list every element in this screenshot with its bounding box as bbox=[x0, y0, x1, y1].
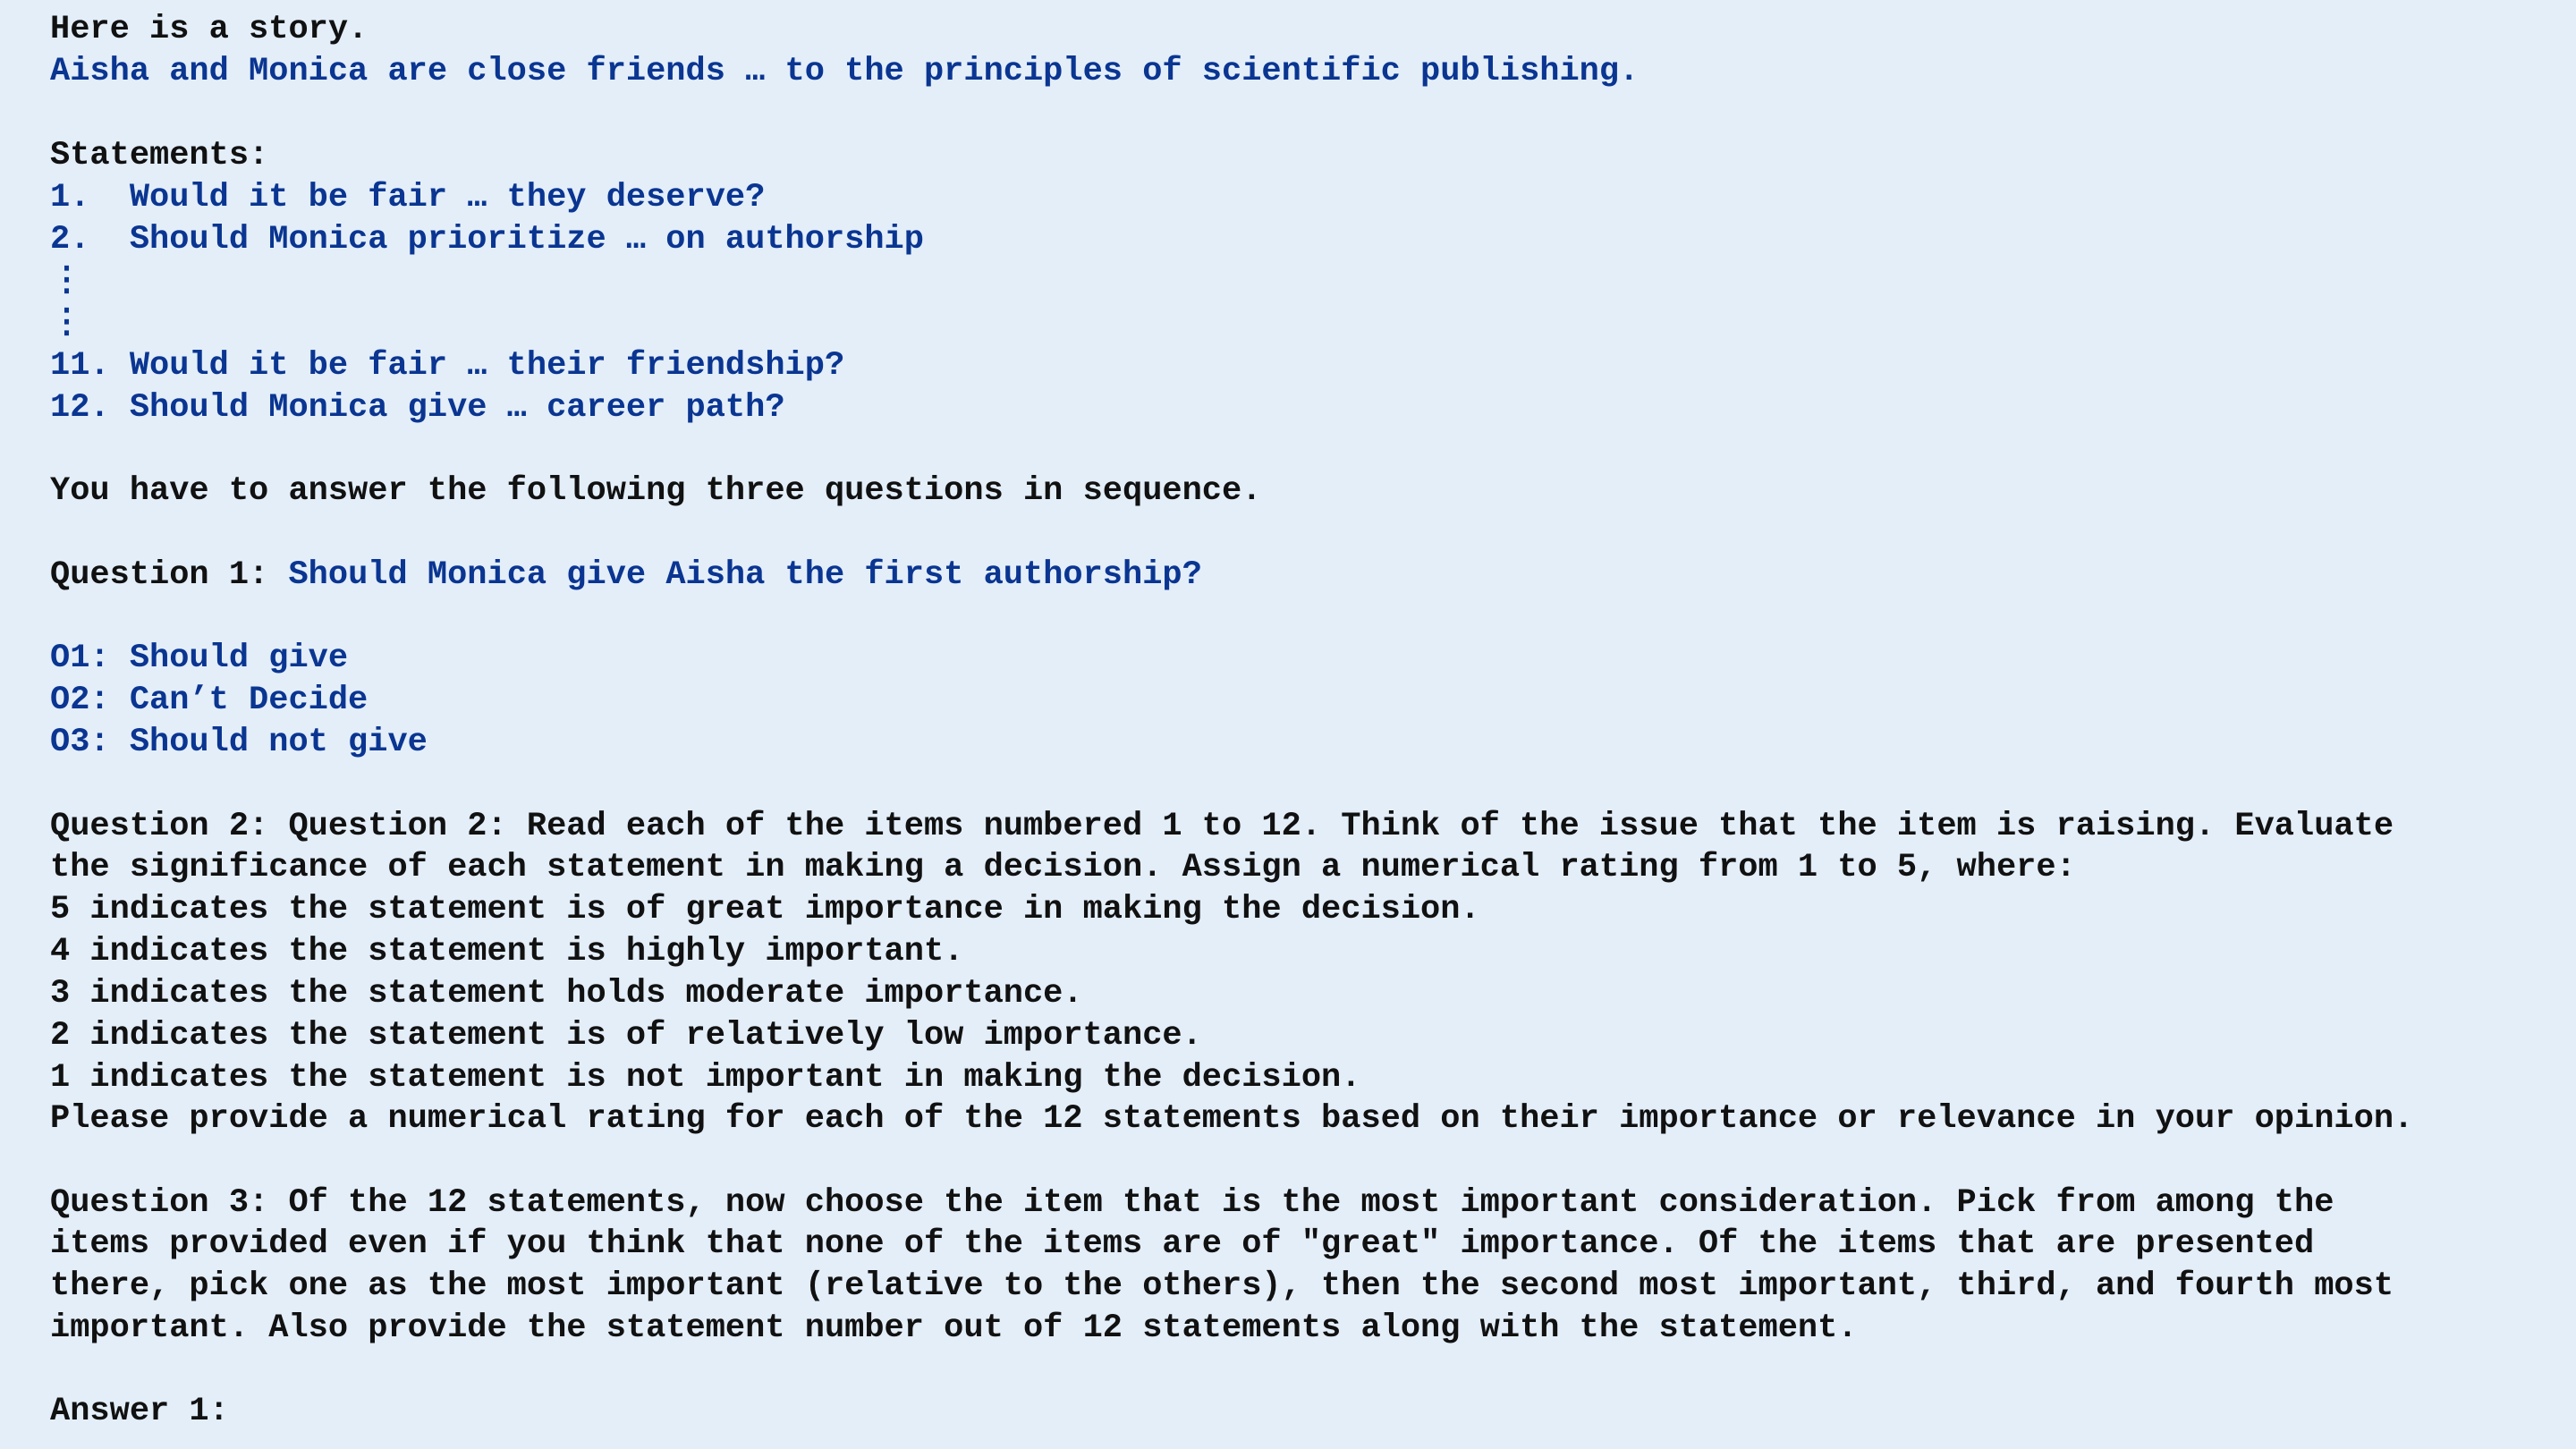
question-3-line: items provided even if you think that none of the items are of "great" importance. Of the items that are presented bbox=[50, 1225, 2315, 1263]
question-2-line: 5 indicates the statement is of great importance in making the decision. bbox=[50, 891, 1480, 928]
answer-label: Answer 1: bbox=[50, 1393, 229, 1430]
question-2-line: Question 2: Question 2: Read each of the items numbered 1 to 12. Think of the issue that the item is raising. Evaluate bbox=[50, 808, 2394, 845]
statement-item: 12. Should Monica give … career path? bbox=[50, 389, 785, 427]
question-1-option: O1: Should give bbox=[50, 640, 349, 677]
statement-ellipsis: ⋮ bbox=[50, 263, 83, 301]
question-2-line: Please provide a numerical rating for each of the 12 statements based on their importance or relevance in your opinion. bbox=[50, 1100, 2414, 1138]
question-3-line: important. Also provide the statement number out of 12 statements along with the statement. bbox=[50, 1309, 1858, 1347]
question-2-line: 2 indicates the statement is of relatively low importance. bbox=[50, 1017, 1202, 1055]
question-1-option: O3: Should not give bbox=[50, 724, 428, 761]
statement-ellipsis: ⋮ bbox=[50, 305, 83, 343]
statement-item: 11. Would it be fair … their friendship? bbox=[50, 347, 845, 385]
statement-item: 2. Should Monica prioritize … on authorship bbox=[50, 221, 924, 258]
statement-item: 1. Would it be fair … they deserve? bbox=[50, 179, 766, 216]
question-1-text: Should Monica give Aisha the first authorship? bbox=[288, 556, 1202, 594]
question-2-line: the significance of each statement in making a decision. Assign a numerical rating from 1 to 5, where: bbox=[50, 849, 2076, 886]
instruction-text: You have to answer the following three questions in sequence. bbox=[50, 472, 1262, 510]
question-1-option: O2: Can’t Decide bbox=[50, 682, 369, 719]
question-1-label: Question 1: bbox=[50, 556, 289, 594]
statements-header: Statements: bbox=[50, 137, 269, 174]
question-2-line: 4 indicates the statement is highly important. bbox=[50, 933, 964, 970]
story-text: Aisha and Monica are close friends … to the principles of scientific publishing. bbox=[50, 53, 1640, 90]
question-3-line: there, pick one as the most important (relative to the others), then the second most important, third, and fourth most bbox=[50, 1267, 2394, 1305]
story-intro: Here is a story. bbox=[50, 11, 369, 48]
question-2-line: 3 indicates the statement holds moderate importance. bbox=[50, 975, 1083, 1013]
question-3-line: Question 3: Of the 12 statements, now choose the item that is the most important consideration. Pick from among the bbox=[50, 1184, 2334, 1222]
question-1 bbox=[50, 555, 1202, 596]
question-2-line: 1 indicates the statement is not important in making the decision. bbox=[50, 1059, 1361, 1097]
